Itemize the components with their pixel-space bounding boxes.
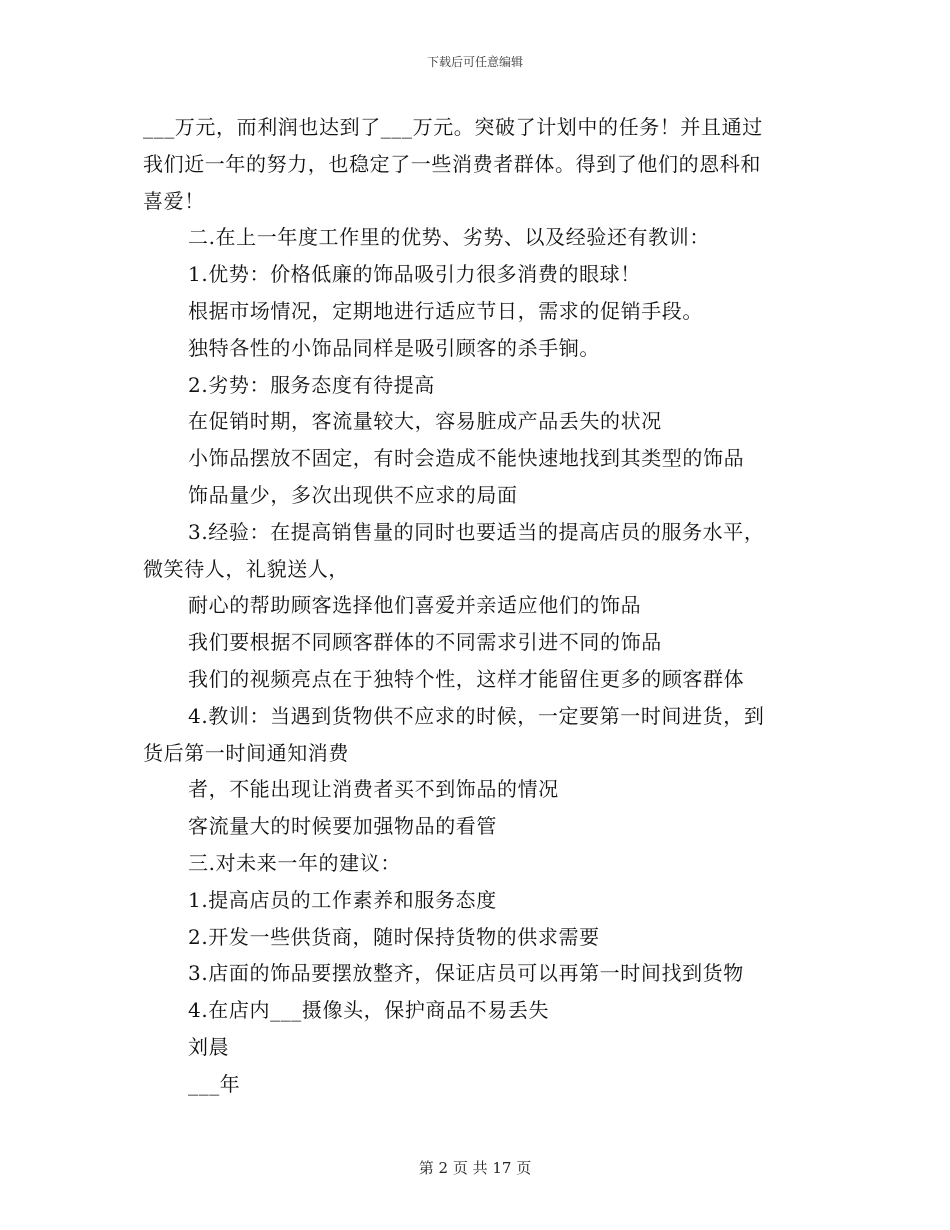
text-line: 者，不能出现让消费者买不到饰品的情况 [188, 777, 559, 802]
text-line: 在促销时期，客流量较大，容易脏成产品丢失的状况 [188, 409, 662, 434]
author-name: 刘晨 [188, 1034, 230, 1059]
text-line: 独特各性的小饰品同样是吸引顾客的杀手锏。 [188, 335, 600, 360]
text-line: 4.教训：当遇到货物供不应求的时候，一定要第一时间进货，到 [188, 703, 765, 728]
text-line: 2.开发一些供货商，随时保持货物的供求需要 [188, 924, 600, 949]
date-line: ___年 [188, 1071, 241, 1096]
text-line: 1.优势：价格低廉的饰品吸引力很多消费的眼球！ [188, 262, 641, 287]
section-heading-3: 三.对未来一年的建议： [188, 850, 401, 875]
text-line: 我们近一年的努力，也稳定了一些消费者群体。得到了他们的恩科和 [143, 151, 761, 176]
text-line: ___万元，而利润也达到了___万元。突破了计划中的任务！并且通过 [143, 115, 763, 139]
text-line: 我们的视频亮点在于独特个性，这样才能留住更多的顾客群体 [188, 666, 745, 691]
document-body [0, 109, 950, 1103]
text-line: 4.在店内___摄像头，保护商品不易丢失 [188, 998, 550, 1023]
text-line: 2.劣势：服务态度有待提高 [188, 372, 435, 397]
text-line: 3.店面的饰品要摆放整齐，保证店员可以再第一时间找到货物 [188, 961, 744, 986]
text-line: 耐心的帮助顾客选择他们喜爱并亲适应他们的饰品 [188, 593, 642, 618]
text-line: 根据市场情况，定期地进行适应节日，需求的促销手段。 [188, 298, 703, 323]
text-line: 1.提高店员的工作素养和服务态度 [188, 887, 497, 912]
text-line: 货后第一时间通知消费 [143, 740, 349, 765]
text-line: 微笑待人，礼貌送人， [143, 556, 349, 581]
text-line: 我们要根据不同顾客群体的不同需求引进不同的饰品 [188, 630, 662, 655]
page-footer: 第 2 页 共 17 页 [418, 1159, 532, 1177]
text-line: 小饰品摆放不固定，有时会造成不能快速地找到其类型的饰品 [188, 446, 745, 471]
page-header: 下载后可任意编辑 [426, 55, 523, 69]
text-line: 喜爱！ [143, 188, 205, 213]
text-line: 客流量大的时候要加强物品的看管 [188, 814, 497, 839]
text-line: 3.经验：在提高销售量的同时也要适当的提高店员的服务水平， [188, 519, 765, 544]
text-line: 饰品量少，多次出现供不应求的局面 [188, 482, 518, 507]
section-heading-2: 二.在上一年度工作里的优势、劣势、以及经验还有教训： [188, 225, 710, 250]
